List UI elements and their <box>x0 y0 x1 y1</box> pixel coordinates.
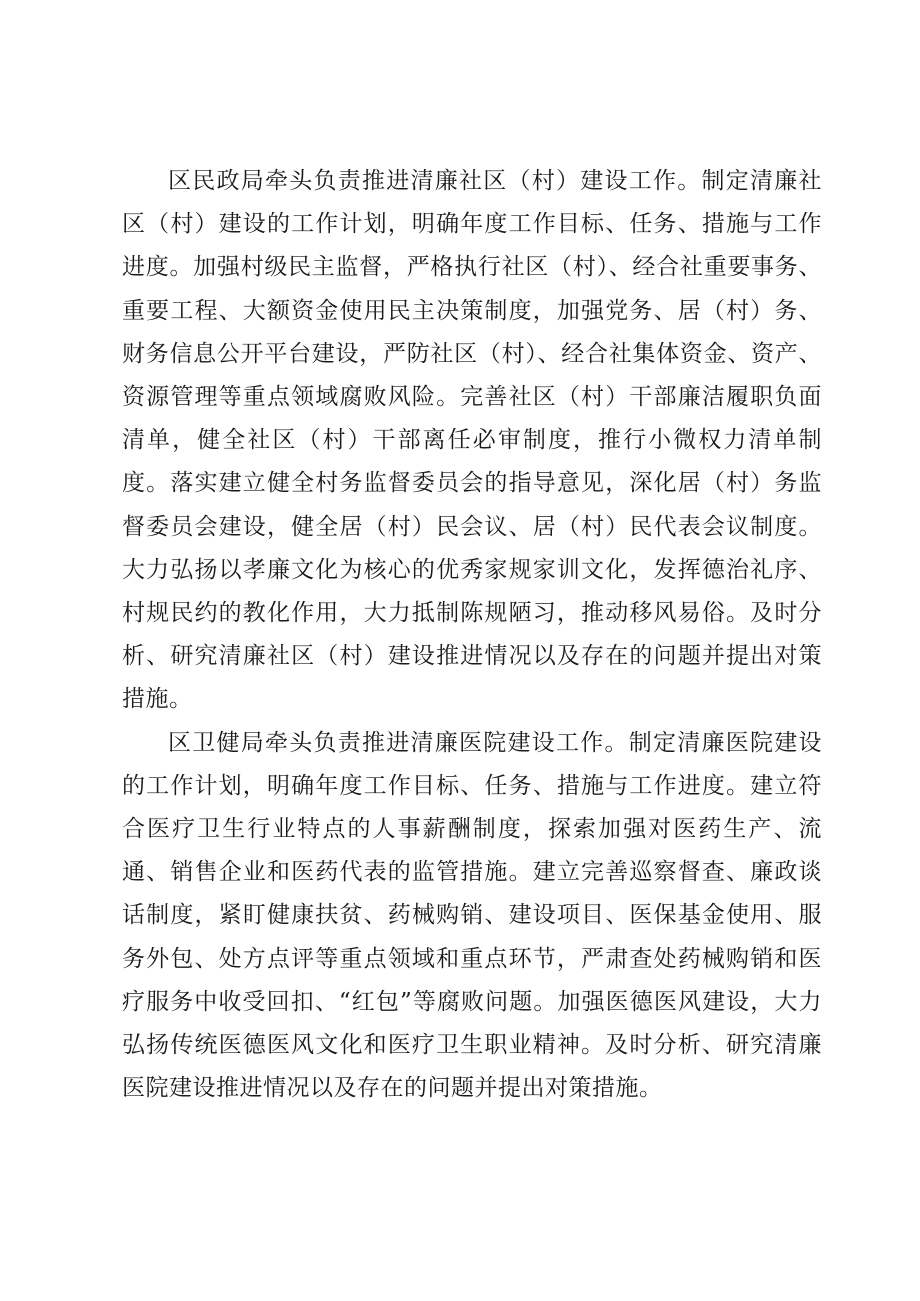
paragraph-health: 区卫健局牵头负责推进清廉医院建设工作。制定清廉医院建设的工作计划，明确年度工作目标、任务、措施与工作进度。建立符合医疗卫生行业特点的人事薪酬制度，探索加强对医药生产、流通、销售企业和医药代表的监管措施。建立完善巡察督查、廉政谈话制度，紧盯健康扶贫、药械购销、建设项目、医保基金使用、服务外包、处方点评等重点领域和重点环节，严肃查处药械购销和医疗服务中收受回扣、“红包”等腐败问题。加强医德医风建设，大力弘扬传统医德医风文化和医疗卫生职业精神。及时分析、研究清廉医院建设推进情况以及存在的问题并提出对策措施。 <box>122 729 822 1102</box>
document-body <box>122 160 822 1110</box>
paragraph-civil-affairs: 区民政局牵头负责推进清廉社区（村）建设工作。制定清廉社区（村）建设的工作计划，明确年度工作目标、任务、措施与工作进度。加强村级民主监督，严格执行社区（村）、经合社重要事务、重要工程、大额资金使用民主决策制度，加强党务、居（村）务、财务信息公开平台建设，严防社区（村）、经合社集体资金、资产、资源管理等重点领域腐败风险。完善社区（村）干部廉洁履职负面清单，健全社区（村）干部离任必审制度，推行小微权力清单制度。落实建立健全村务监督委员会的指导意见，深化居（村）务监督委员会建设，健全居（村）民会议、居（村）民代表会议制度。大力弘扬以孝廉文化为核心的优秀家规家训文化，发挥德治礼序、村规民约的教化作用，大力抵制陈规陋习，推动移风易俗。及时分析、研究清廉社区（村）建设推进情况以及存在的问题并提出对策措施。 <box>122 168 822 713</box>
